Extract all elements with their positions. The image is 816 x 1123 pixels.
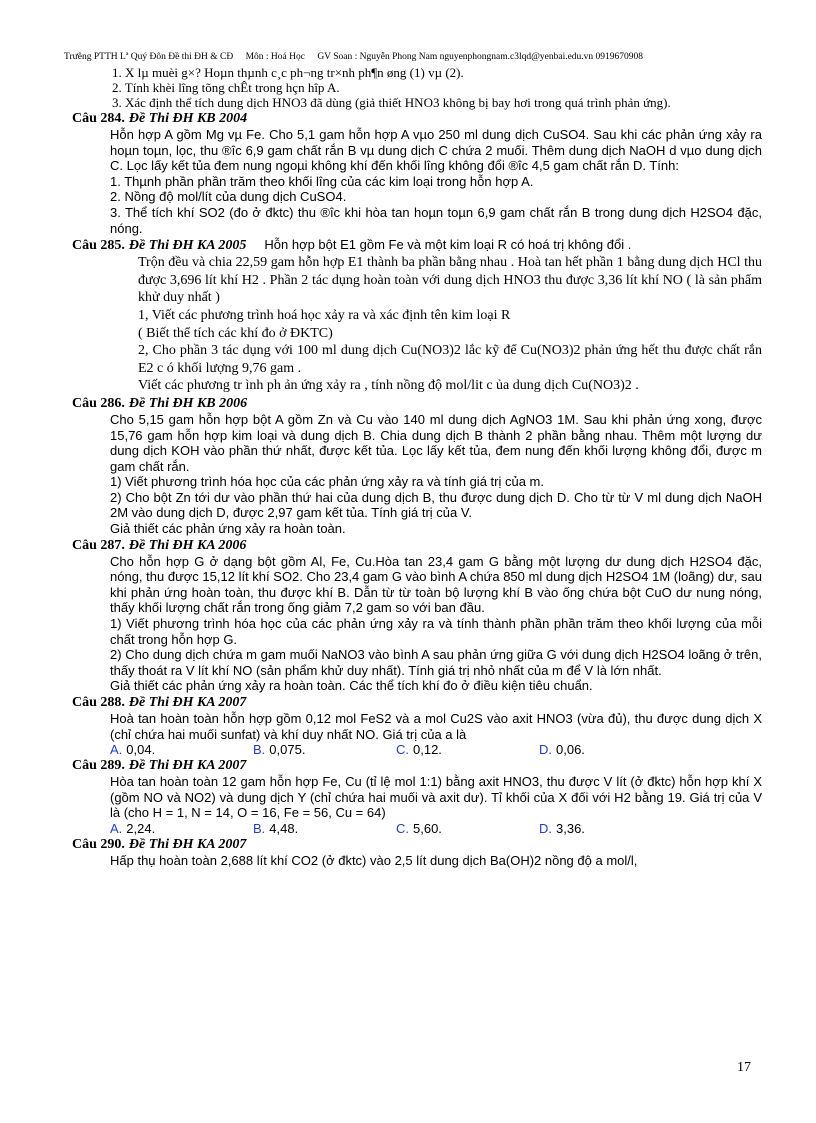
question-header (72, 237, 762, 254)
choice-label: C. (396, 820, 409, 836)
intro-list (112, 65, 762, 110)
question-body (110, 774, 762, 821)
question-body (110, 853, 762, 869)
question-line: 2. Nồng độ mol/lít của dung dịch CuSO4. (110, 189, 347, 205)
question-line: Cho hỗn hợp G ở dạng bột gồm Al, Fe, Cu.Hòa tan 23,4 gam G bằng một lượng dư dung dịch H2SO4 đặc, nóng, thu được 15,12 lít khí SO2. Cho 23,4 gam G vào bình A chứa 850 ml dung dịch H2SO4 1M (loãng) dư, sau khi phản ứng hoàn toàn, thu được khí B. Dẫn từ từ toàn bộ lượng khí B vào ống chứa bột CuO dư nung nóng, thấy khối lượng chất rắn trong ống giảm 7,2 gam so với ban đầu. (110, 553, 762, 616)
choice-value: 5,60. (413, 820, 442, 836)
question-source: Đề Thi ĐH KA 2007 (128, 836, 247, 852)
question-number: Câu 285. (72, 238, 125, 254)
question-line: Giả thiết các phản ứng xảy ra hoàn toàn. (110, 521, 346, 537)
choice-label: A. (110, 742, 123, 758)
question-header (72, 695, 762, 711)
question-number: Câu 287. (72, 537, 125, 553)
question-source: Đề Thi ĐH KA 2006 (128, 537, 247, 553)
header-teacher: GV Soan : Nguyễn Phong Nam nguyenphongnam.c3lqd@yenbai.edu.vn 0919670908 (317, 52, 644, 62)
question-line: 1) Viết phương trình hóa học của các phản ứng xảy ra và tính thành phần phần trăm theo khối lượng của mỗi chất trong hỗn hợp G. (110, 616, 762, 647)
page-content (72, 65, 762, 869)
question-block (72, 695, 762, 757)
choice-label: D. (539, 742, 552, 758)
question-source: Đề Thi ĐH KA 2005 (128, 238, 247, 254)
choice-label: B. (253, 742, 266, 758)
page-header (64, 52, 764, 62)
question-list (72, 111, 762, 869)
question-body (110, 127, 762, 236)
choice-label: B. (253, 820, 266, 836)
question-header (72, 758, 762, 774)
question-line: Hoà tan hoàn toàn hỗn hợp gồm 0,12 mol FeS2 và a mol Cu2S vào axit HNO3 (vừa đủ), thu được dung dịch X (chỉ chứa hai muối sunfat) và khí duy nhất NO. Giá trị của a là (110, 711, 762, 742)
question-block (72, 758, 762, 836)
question-body (138, 254, 762, 395)
question-line: 2) Cho dung dịch chứa m gam muối NaNO3 vào bình A sau phản ứng giữa G với dung dịch H2SO4 loãng ở trên, thấy thoát ra V lít khí NO (sản phẩm khử duy nhất). Tính giá trị nhỏ nhất của m để V là lớn nhất. (110, 647, 762, 678)
question-line: Hấp thụ hoàn toàn 2,688 lít khí CO2 (ở đktc) vào 2,5 lít dung dịch Ba(OH)2 nồng độ a mol/l, (110, 852, 638, 868)
choice-value: 0,12. (413, 742, 442, 758)
choice-label: C. (396, 742, 409, 758)
choice-value: 0,06. (556, 742, 585, 758)
question-line: 2, Cho phần 3 tác dụng với 100 ml dung dịch Cu(NO3)2 lắc kỹ để Cu(NO3)2 phản ứng hết thu được chất rắn E2 c ó khối lượng 9,76 gam . (138, 343, 762, 376)
answer-choices (110, 821, 762, 836)
answer-choice (396, 821, 539, 836)
answer-choice (539, 742, 682, 757)
question-line: Trộn đều và chia 22,59 gam hỗn hợp E1 thành ba phần bằng nhau . Hoà tan hết phần 1 bằng dung dịch HCl thu được 3,696 lít khí H2 . Phần 2 tác dụng hoàn toàn với dung dịch HNO3 thu được 3,36 lít khí NO ( là sản phẩm khử duy nhất ) (138, 255, 762, 306)
question-number: Câu 286. (72, 395, 125, 411)
question-header (72, 396, 762, 412)
intro-item: 2. Tính khèi lîng tõng chÊt trong hçn hîp A. (112, 80, 340, 95)
question-block (72, 111, 762, 236)
page-number: 17 (737, 1060, 751, 1075)
question-number: Câu 289. (72, 758, 125, 774)
question-number: Câu 288. (72, 695, 125, 710)
choice-value: 0,075. (269, 742, 306, 758)
choice-label: A. (110, 820, 123, 836)
question-source: Đề Thi ĐH KA 2007 (128, 758, 247, 774)
intro-item: 3. Xác định thể tích dung dịch HNO3 đã dùng (giả thiết HNO3 không bị bay hơi trong quá trình phản ứng). (112, 95, 671, 110)
answer-choice (396, 742, 539, 757)
header-subject: Môn : Hoá Học (245, 52, 305, 62)
answer-choices (110, 742, 762, 757)
choice-label: D. (539, 820, 552, 836)
question-line: Viết các phương tr ình ph ản ứng xảy ra , tính nồng độ mol/lit c ủa dung dịch Cu(NO3)2 . (138, 378, 639, 394)
question-header (72, 837, 762, 853)
question-line: 1, Viết các phương trình hoá học xảy ra và xác định tên kim loại R (138, 307, 511, 323)
answer-choice (253, 742, 396, 757)
question-line: 2) Cho bột Zn tới dư vào phần thứ hai của dung dịch B, thu được dung dịch D. Cho từ từ V ml dung dịch NaOH 2M vào dung dịch D, được 2,97 gam kết tủa. Tính giá trị của V. (110, 489, 762, 521)
question-line: Hỗn hợp A gồm Mg vµ Fe. Cho 5,1 gam hỗn hợp A vµo 250 ml dung dịch CuSO4. Sau khi các phản ứng xảy ra hoµn toµn, lọc, thu ®îc 6,9 gam chất rắn B vµ dung dịch C chứa 2 muối. Thêm dung dịch NaOH d vµo dung dịch C. Lọc lấy kết tủa đem nung ngoµi không khí đến khối lîng không đổi ®îc 4,5 gam chất rắn D. Tính: (110, 127, 762, 174)
choice-value: 0,04. (126, 742, 156, 758)
question-body (110, 412, 762, 537)
answer-choice (539, 821, 682, 836)
choice-value: 3,36. (556, 820, 585, 836)
question-body (110, 711, 762, 742)
question-header (72, 111, 762, 127)
question-number: Câu 290. (72, 836, 125, 852)
question-line: ( Biết thể tích các khí đo ở ĐKTC) (138, 325, 333, 341)
question-line: 3. Thể tích khí SO2 (đo ở đktc) thu ®îc khi hòa tan hoµn toµn 6,9 gam chất rắn B trong dung dịch H2SO4 đặc, nóng. (110, 204, 762, 236)
question-line: Giả thiết các phản ứng xảy ra hoàn toàn. Các thể tích khí đo ở điều kiện tiêu chuẩn. (110, 678, 593, 694)
choice-value: 4,48. (269, 820, 299, 836)
question-source: Đề Thi ĐH KA 2007 (128, 695, 247, 710)
question-line: Hòa tan hoàn toàn 12 gam hỗn hợp Fe, Cu (tỉ lệ mol 1:1) bằng axit HNO3, thu được V lít (ở đktc) hỗn hợp khí X (gồm NO và NO2) và dung dịch Y (chỉ chứa hai muối và axit dư). Tỉ khối của X đối với H2 bằng 19. Giá trị của V là (cho H = 1, N = 14, O = 16, Fe = 56, Cu = 64) (110, 774, 762, 821)
question-source: Đề Thi ĐH KB 2006 (128, 395, 248, 411)
question-body (110, 554, 762, 694)
question-source: Đề Thi ĐH KB 2004 (128, 111, 248, 126)
question-header (72, 538, 762, 554)
answer-choice (253, 821, 396, 836)
question-block (72, 538, 762, 694)
question-line: 1) Viết phương trình hóa học của các phản ứng xảy ra và tính giá trị của m. (110, 474, 544, 490)
header-school: Trưêng PTTH Lª Quý Đôn Đề thi ĐH & CĐ (64, 52, 234, 62)
question-line: 1. Thµnh phần phần trăm theo khối lîng của các kim loại trong hỗn hợp A. (110, 173, 534, 189)
choice-value: 2,24. (126, 820, 156, 836)
question-line: Cho 5,15 gam hỗn hợp bột A gồm Zn và Cu vào 140 ml dung dịch AgNO3 1M. Sau khi phản ứng xong, được 15,76 gam hỗn hợp kim loại và dung dịch B. Chia dung dịch B thành 2 phần bằng nhau. Thêm một lượng dư dung dịch KOH vào phần thứ nhất, được kết tủa. Lọc lấy kết tủa, đem nung đến khối lượng không đổi, được m gam chất rắn. (110, 411, 762, 474)
answer-choice (110, 821, 253, 836)
question-inline-text: Hỗn hợp bột E1 gồm Fe và một kim loại R có hoá trị không đổi . (264, 237, 632, 253)
question-block (72, 237, 762, 395)
question-number: Câu 284. (72, 111, 125, 126)
answer-choice (110, 742, 253, 757)
question-block (72, 396, 762, 537)
intro-item: 1. X lµ muèi g×? Hoµn thµnh c¸c ph¬ng tr×nh ph¶n øng (1) vµ (2). (112, 65, 464, 80)
question-block (72, 837, 762, 869)
